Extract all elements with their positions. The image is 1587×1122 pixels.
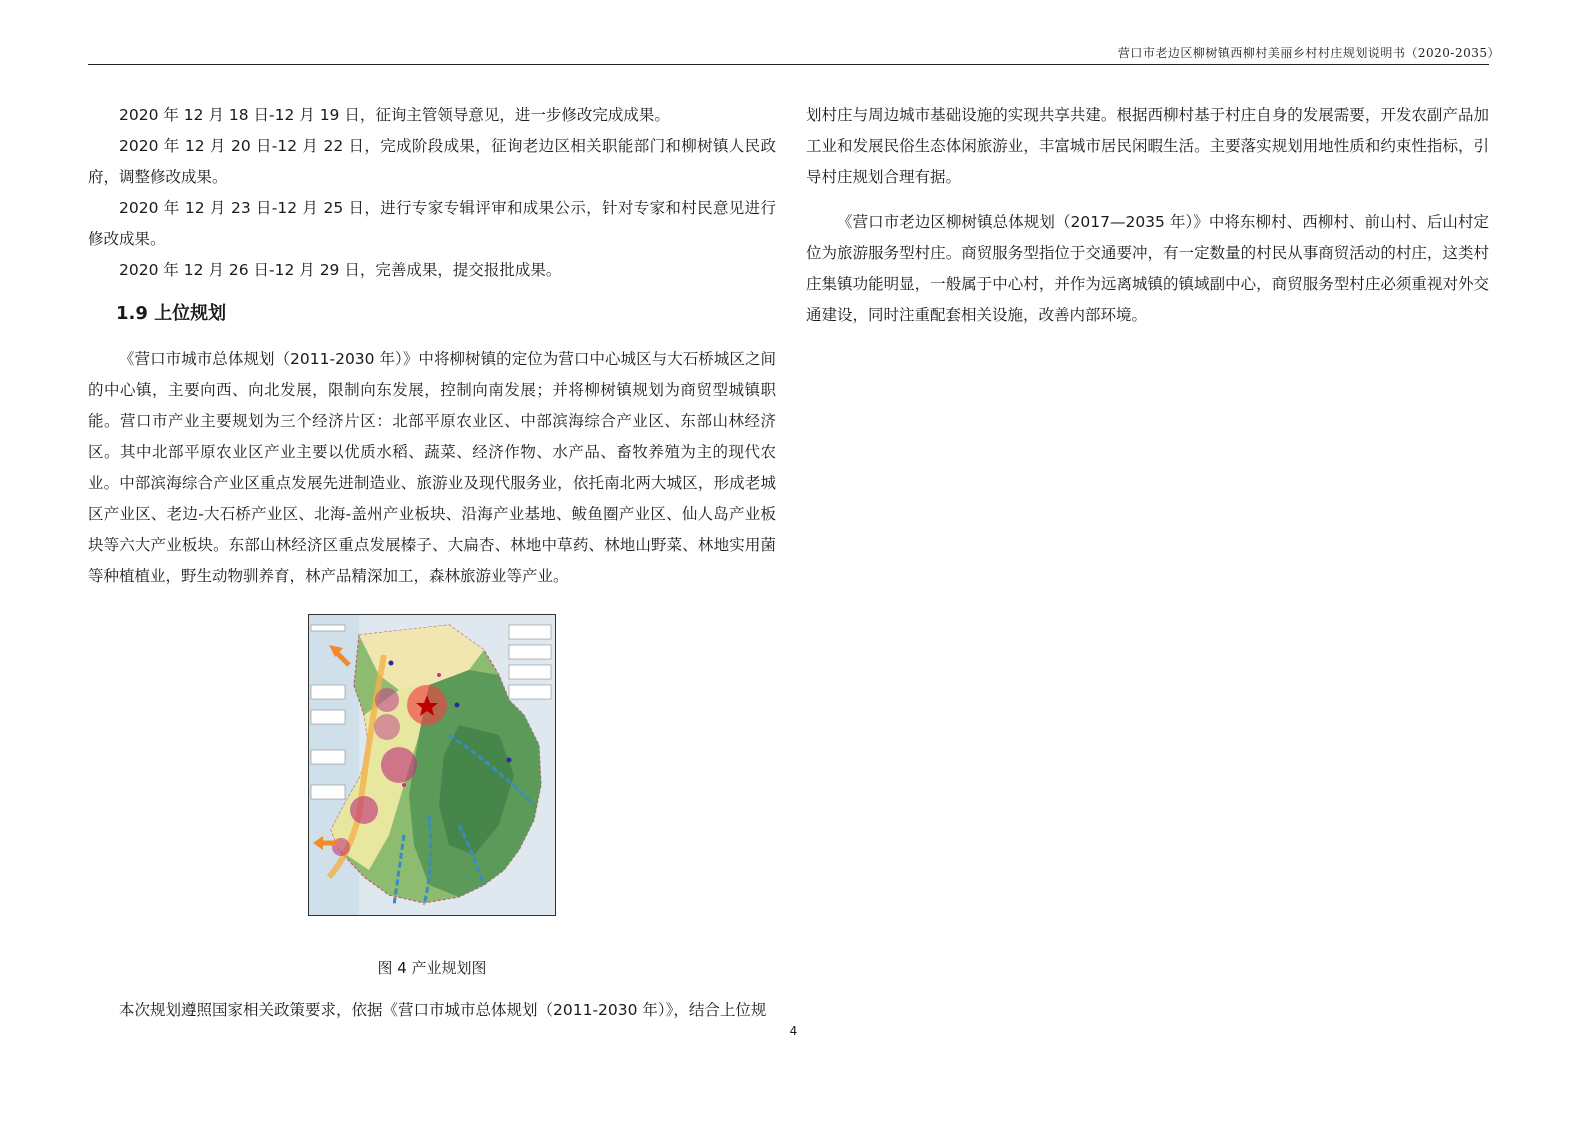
page-number: 4 [789, 1024, 798, 1038]
document-header-title: 营口市老边区柳树镇西柳村美丽乡村村庄规划说明书（2020-2035） [1117, 46, 1500, 60]
after-figure-paragraph: 本次规划遵照国家相关政策要求，依据《营口市城市总体规划（2011-2030 年）》，结合上位规 [119, 1001, 767, 1019]
right-column [806, 100, 1489, 331]
schedule-item: 2020 年 12 月 26 日-12 月 29 日，完善成果，提交报批成果。 [119, 261, 562, 279]
figure-caption: 图 4 产业规划图 [377, 959, 487, 977]
continuation-paragraph: 划村庄与周边城市基础设施的实现共享共建。根据西柳村基于村庄自身的发展需要，开发农副产品加工业和发展民俗生态体闲旅游业，丰富城市居民闲暇生活。主要落实规划用地性质和约束性指标，引导村庄规划合理有据。 [806, 106, 1489, 186]
map-illustration [309, 615, 555, 915]
industry-plan-figure [88, 614, 776, 979]
schedule-item: 2020 年 12 月 20 日-12 月 22 日，完成阶段成果，征询老边区相关职能部门和柳树镇人民政府，调整修改成果。 [88, 137, 776, 186]
left-column [88, 100, 776, 1026]
industry-plan-map-image [308, 614, 556, 916]
header-divider [88, 64, 1489, 65]
section-heading: 1.9 上位规划 [116, 303, 227, 324]
schedule-item: 2020 年 12 月 23 日-12 月 25 日，进行专家专辑评审和成果公示，针对专家和村民意见进行修改成果。 [88, 199, 776, 248]
town-plan-paragraph: 《营口市老边区柳树镇总体规划（2017—2035 年）》中将东柳村、西柳村、前山村、后山村定位为旅游服务型村庄。商贸服务型指位于交通要冲，有一定数量的村民从事商贸活动的村庄，这类村庄集镇功能明显，一般属于中心村，并作为远离城镇的镇域副中心，商贸服务型村庄必须重视对外交通建设，同时注重配套相关设施，改善内部环境。 [806, 213, 1489, 324]
upper-plan-paragraph: 《营口市城市总体规划（2011-2030 年）》中将柳树镇的定位为营口中心城区与大石桥城区之间的中心镇，主要向西、向北发展，限制向东发展，控制向南发展；并将柳树镇规划为商贸型城镇职能。营口市产业主要规划为三个经济片区：北部平原农业区、中部滨海综合产业区、东部山林经济区。其中北部平原农业区产业主要以优质水稻、蔬菜、经济作物、水产品、畜牧养殖为主的现代农业。中部滨海综合产业区重点发展先进制造业、旅游业及现代服务业，依托南北两大城区，形成老城区产业区、老边-大石桥产业区、北海-盖州产业板块、沿海产业基地、鲅鱼圈产业区、仙人岛产业板块等六大产业板块。东部山林经济区重点发展榛子、大扁杏、林地中草药、林地山野菜、林地实用菌等种植植业，野生动物驯养育，林产品精深加工，森林旅游业等产业。 [88, 350, 776, 585]
schedule-item: 2020 年 12 月 18 日-12 月 19 日，征询主管领导意见，进一步修改完成成果。 [119, 106, 670, 124]
